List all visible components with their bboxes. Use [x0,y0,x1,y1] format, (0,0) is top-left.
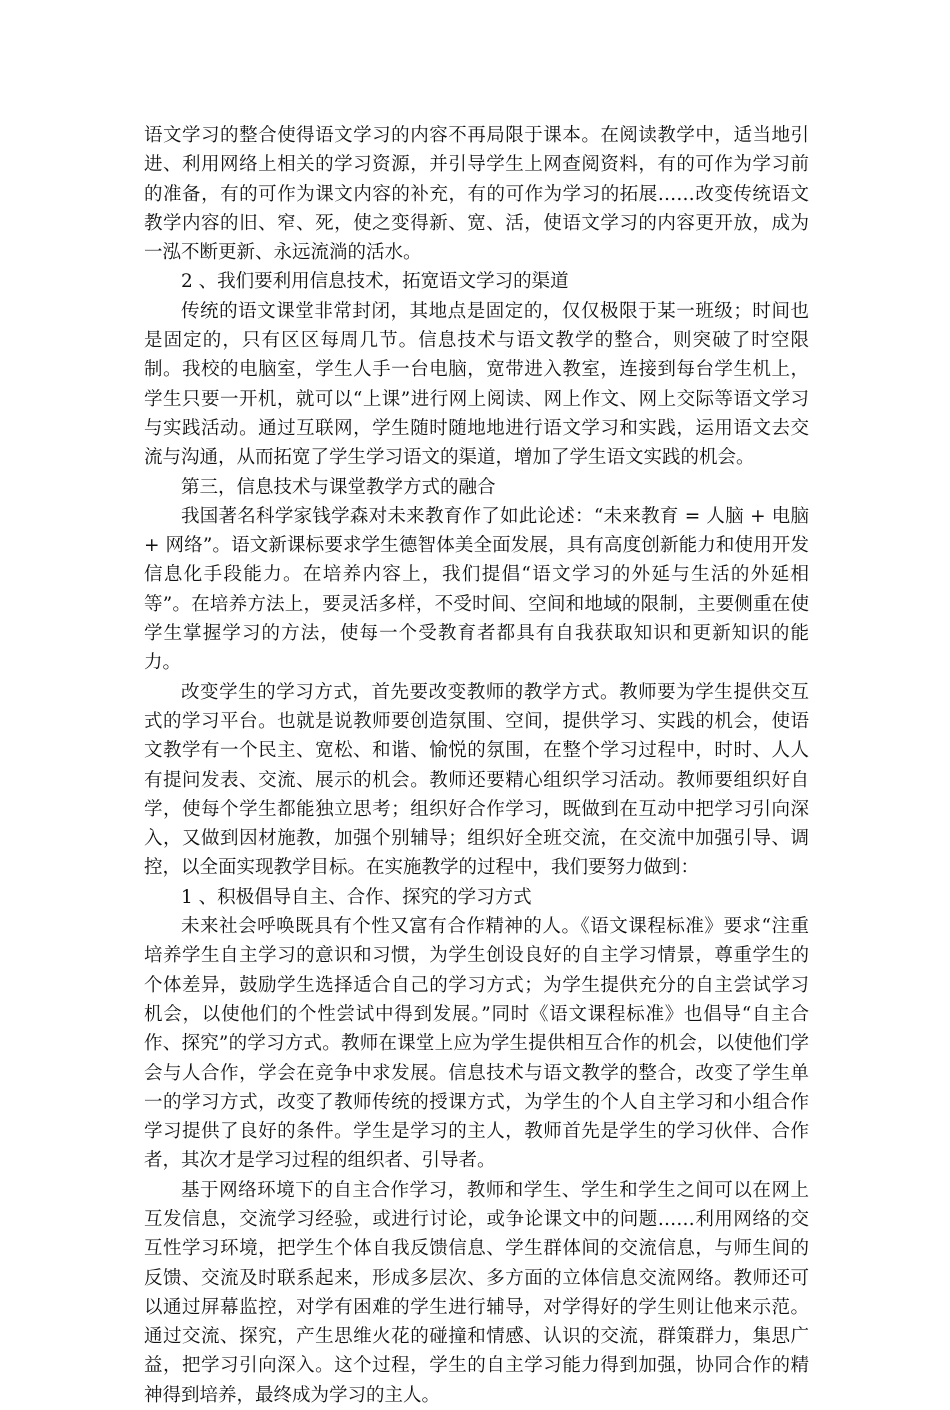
section-heading-1: 1 、积极倡导自主、合作、探究的学习方式 [181,886,532,908]
section-heading-2: 2 、我们要利用信息技术，拓宽语文学习的渠道 [181,271,569,293]
paragraph: 未来社会呼唤既具有个性又富有合作精神的人。《语文课程标准》要求“注重培养学生自主学习的意识和习惯，为学生创设良好的自主学习情景，尊重学生的个体差异，鼓励学生选择适合自己的学习方式；为学生提供充分的自主尝试学习机会，以使他们的个性尝试中得到发展。”同时《语文课程标准》也倡导“自主合作、探究”的学习方式。教师在课堂上应为学生提供相互合作的机会，以使他们学会与人合作，学会在竞争中求发展。信息技术与语文教学的整合，改变了学生单一的学习方式，改变了教师传统的授课方式，为学生的个人自主学习和小组合作学习提供了良好的条件。学生是学习的主人，教师首先是学生的学习伙伴、合作者，其次才是学习过程的组织者、引导者。 [144,916,809,1172]
paragraph: 传统的语文课堂非常封闭，其地点是固定的，仅仅极限于某一班级；时间也是固定的，只有区区每周几节。信息技术与语文教学的整合，则突破了时空限制。我校的电脑室，学生人手一台电脑，宽带进入教室，连接到每台学生机上，学生只要一开机，就可以“上课”进行网上阅读、网上作文、网上交际等语文学习与实践活动。通过互联网，学生随时随地地进行语文学习和实践，运用语文去交流与沟通，从而拓宽了学生学习语文的渠道，增加了学生语文实践的机会。 [144,300,809,469]
paragraph: 改变学生的学习方式，首先要改变教师的教学方式。教师要为学生提供交互式的学习平台。也就是说教师要创造氛围、空间，提供学习、实践的机会，使语文教学有一个民主、宽松、和谐、愉悦的氛围，在整个学习过程中，时时、人人有提问发表、交流、展示的机会。教师还要精心组织学习活动。教师要组织好自学，使每个学生都能独立思考；组织好合作学习，既做到在互动中把学习引向深入，又做到因材施教，加强个别辅导；组织好全班交流，在交流中加强引导、调控，以全面实现教学目标。在实施教学的过程中，我们要努力做到： [144,681,809,879]
section-heading-third: 第三，信息技术与课堂教学方式的融合 [181,476,496,498]
paragraph-continuation: 语文学习的整合使得语文学习的内容不再局限于课本。在阅读教学中，适当地引进、利用网络上相关的学习资源，并引导学生上网查阅资料，有的可作为学习前的准备，有的可作为课文内容的补充，有的可作为学习的拓展……改变传统语文教学内容的旧、窄、死，使之变得新、宽、活，使语文学习的内容更开放，成为一泓不断更新、永远流淌的活水。 [144,125,809,264]
document-body [144,121,809,1410]
paragraph: 基于网络环境下的自主合作学习，教师和学生、学生和学生之间可以在网上互发信息，交流学习经验，或进行讨论，或争论课文中的问题……利用网络的交互性学习环境，把学生个体自我反馈信息、学生群体间的交流信息，与师生间的反馈、交流及时联系起来，形成多层次、多方面的立体信息交流网络。教师还可以通过屏幕监控，对学有困难的学生进行辅导，对学得好的学生则让他来示范。通过交流、探究，产生思维火花的碰撞和情感、认识的交流，群策群力，集思广益，把学习引向深入。这个过程，学生的自主学习能力得到加强，协同合作的精神得到培养，最终成为学习的主人。 [144,1179,809,1406]
paragraph: 我国著名科学家钱学森对未来教育作了如此论述：“未来教育 = 人脑 + 电脑 + 网络”。语文新课标要求学生德智体美全面发展，具有高度创新能力和使用开发信息化手段能力。在培养内容上，我们提倡“语文学习的外延与生活的外延相等”。在培养方法上，要灵活多样，不受时间、空间和地域的限制，主要侧重在使学生掌握学习的方法，使每一个受教育者都具有自我获取知识和更新知识的能力。 [144,505,809,674]
